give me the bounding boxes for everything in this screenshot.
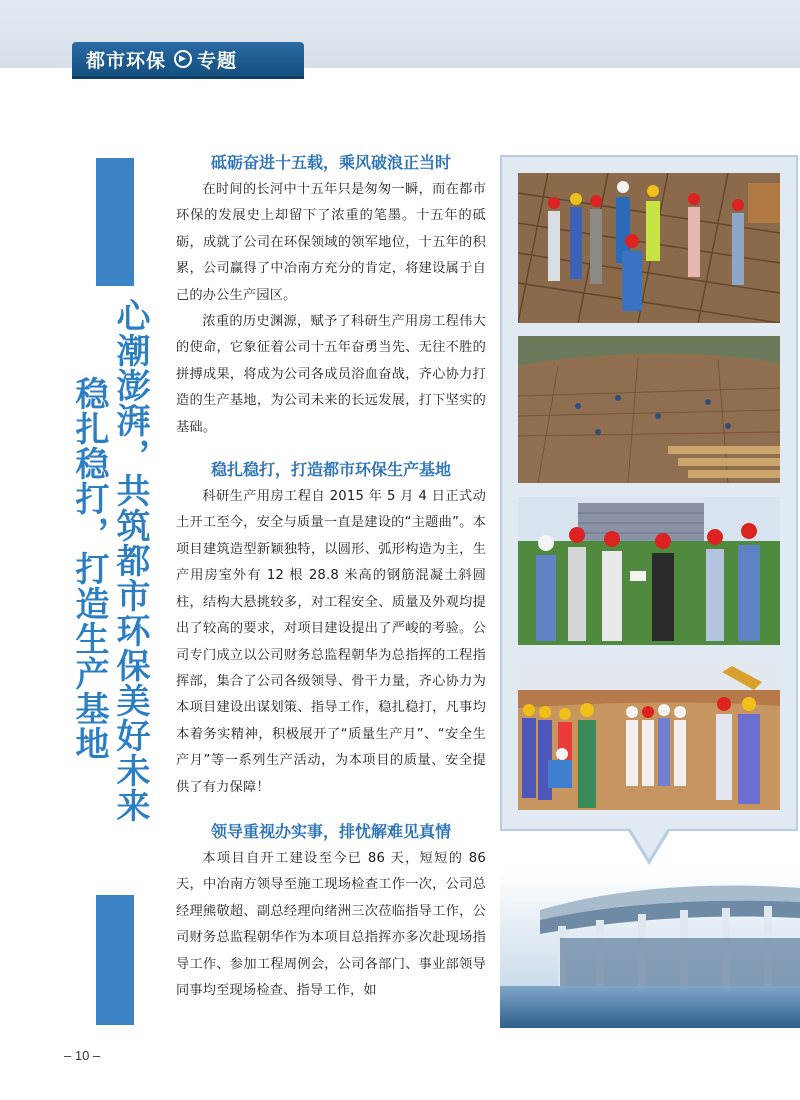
article-body [176, 150, 486, 1004]
accent-bar-top [96, 158, 134, 286]
vertical-title-line1: 心潮澎湃，共筑都市环保美好未来 [110, 298, 150, 823]
paragraph: 本项目自开工建设至今已 86 天，短短的 86 天，中冶南方领导至施工现场检查工作一次，公司总经理熊敬超、副总经理向绪洲三次莅临指导工作，公司财务总监程朝华作为本项目总指挥亦多次赴现场指导工作、参加工程周例会，公司各部门、事业部领导同事均至现场检查、指导工作，如 [176, 850, 486, 998]
photo-frame-pointer-fill [630, 828, 668, 859]
paragraph: 在时间的长河中十五年只是匆匆一瞬，而在都市环保的发展史上却留下了浓重的笔墨。十五年的砥砺，成就了公司在环保领域的领军地位，十五年的积累，公司赢得了中冶南方充分的肯定，将建设属于自己的办公生产园区。 [176, 182, 486, 303]
section-heading: 砥砺奋进十五载，乘风破浪正当时 [210, 153, 451, 172]
paragraph: 浓重的历史渊源，赋予了科研生产用房工程伟大的使命，它象征着公司十五年奋勇当先、无往不胜的拼搏成果，将成为公司各成员浴血奋战，齐心协力打造的生产基地，为公司未来的长远发展，打下坚实的基础。 [176, 314, 486, 435]
photo-field-briefing [518, 660, 780, 810]
section-name: 都市环保 [86, 49, 167, 72]
accent-bar-bottom [96, 895, 134, 1025]
article-section [176, 150, 486, 441]
section-heading: 稳扎稳打，打造都市环保生产基地 [210, 460, 451, 480]
paragraph: 科研生产用房工程自 2015 年 5 月 4 日正式动土开工至今，安全与质量一直是建设的“主题曲”。本项目建筑造型新颖独特，以圆形、弧形构造为主，生产用房室外有 12 根 28.8 米高的钢筋混凝土斜圆柱，结构大悬挑较多，对工程安全、质量及外观均提出了较高的要求，对项目建设提出了严峻的考验。公司专门成立以公司财务总监程朝华为总指挥的工程指挥部，集合了公司各级领导、骨干力量，齐心协力为本项目建设出谋划策、指导工作，稳扎稳打，凡事均本着务实精神，积极展开了“质量生产月”、“安全生产月”等一系列生产活动，为本项目的质量、安全提供了有力保障！ [176, 489, 486, 795]
header-rule [72, 76, 304, 79]
photo-site-inspection [518, 173, 780, 323]
section-badge: 专题 [197, 49, 238, 72]
photo-foundation-pit [518, 336, 780, 483]
article-section [176, 457, 486, 801]
play-icon: ▶ [174, 50, 192, 68]
section-header-tab [72, 42, 304, 76]
article-section [176, 819, 486, 1004]
building-rendering [500, 868, 800, 1028]
photo-lawn-meeting [518, 497, 780, 645]
section-heading: 领导重视办实事，排忧解难见真情 [210, 821, 451, 841]
vertical-title-line2: 稳扎稳打，打造生产基地 [69, 376, 109, 761]
page-number: – 10 – [64, 1048, 101, 1063]
